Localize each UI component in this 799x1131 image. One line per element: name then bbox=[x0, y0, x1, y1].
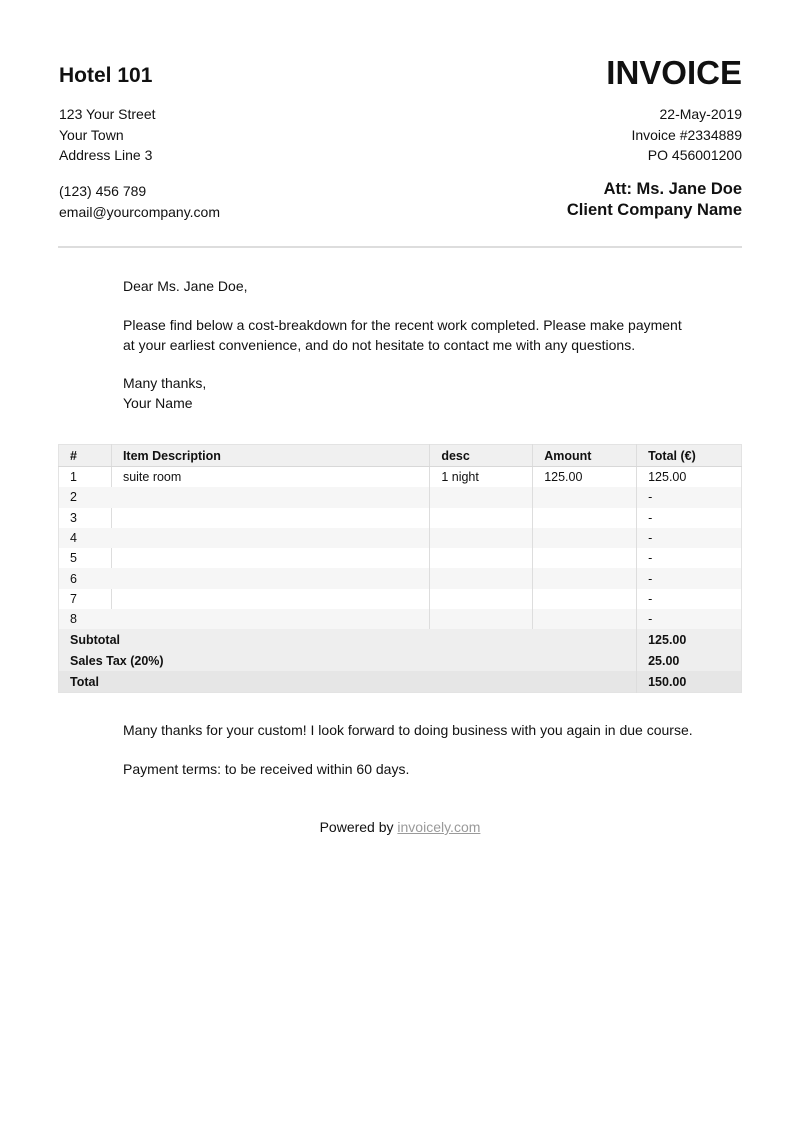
cell-amount bbox=[533, 487, 637, 507]
total-label: Total bbox=[59, 671, 637, 693]
cell-desc bbox=[430, 528, 533, 548]
table-row bbox=[59, 548, 742, 568]
table-row bbox=[59, 528, 742, 548]
cell-description bbox=[111, 487, 429, 507]
table-row bbox=[59, 568, 742, 588]
cell-number: 8 bbox=[59, 609, 112, 629]
powered-by bbox=[0, 819, 799, 835]
cell-description bbox=[111, 568, 429, 588]
client-attention: Att: Ms. Jane Doe bbox=[603, 180, 742, 198]
cell-total: 125.00 bbox=[637, 467, 742, 488]
cell-amount bbox=[533, 609, 637, 629]
subtotal-value: 125.00 bbox=[637, 629, 742, 650]
cell-number: 2 bbox=[59, 487, 112, 507]
invoice-date: 22-May-2019 bbox=[659, 106, 742, 122]
letter-greeting: Dear Ms. Jane Doe, bbox=[123, 278, 248, 294]
address-line-3: Address Line 3 bbox=[59, 147, 153, 163]
powered-by-prefix: Powered by bbox=[319, 819, 398, 835]
col-header-number: # bbox=[59, 445, 112, 467]
cell-description bbox=[111, 548, 429, 568]
cell-amount bbox=[533, 528, 637, 548]
company-name: Hotel 101 bbox=[59, 64, 153, 87]
sender-phone: (123) 456 789 bbox=[59, 183, 147, 199]
subtotal-row bbox=[59, 629, 742, 650]
cell-total: - bbox=[637, 589, 742, 609]
cell-description: suite room bbox=[111, 467, 429, 488]
col-header-item-description: Item Description bbox=[111, 445, 429, 467]
cell-total: - bbox=[637, 568, 742, 588]
cell-description bbox=[111, 508, 429, 528]
col-header-desc: desc bbox=[430, 445, 533, 467]
table-row bbox=[59, 467, 742, 488]
cell-number: 3 bbox=[70, 510, 77, 525]
table-row bbox=[59, 508, 742, 528]
letter-signoff bbox=[123, 374, 206, 413]
col-header-amount: Amount bbox=[533, 445, 637, 467]
letter-body: Please find below a cost-breakdown for the recent work completed. Please make payment at your earliest convenience, and do not hesitate to contact me with any questions. bbox=[123, 317, 682, 353]
cell-amount bbox=[533, 589, 637, 609]
table-row bbox=[59, 589, 742, 609]
cell-total: - bbox=[637, 487, 742, 507]
cell-description bbox=[111, 609, 429, 629]
header-divider bbox=[58, 246, 742, 248]
cell-desc bbox=[430, 508, 533, 528]
cell-desc bbox=[430, 609, 533, 629]
cell-amount bbox=[533, 568, 637, 588]
subtotal-label: Subtotal bbox=[59, 629, 637, 650]
cell-desc bbox=[430, 548, 533, 568]
invoice-title: INVOICE bbox=[606, 54, 742, 91]
invoice-number: Invoice #2334889 bbox=[631, 126, 742, 143]
address-line-2: Your Town bbox=[59, 126, 124, 143]
sender-email: email@yourcompany.com bbox=[59, 203, 221, 220]
cell-desc: 1 night bbox=[430, 467, 533, 488]
invoice-meta bbox=[631, 104, 742, 166]
cell-total: - bbox=[637, 609, 742, 629]
total-value: 150.00 bbox=[637, 671, 742, 693]
signoff-text: Many thanks, bbox=[123, 375, 207, 391]
table-row bbox=[59, 487, 742, 507]
client-company: Client Company Name bbox=[566, 201, 742, 219]
table-header-row bbox=[59, 445, 742, 467]
cell-desc bbox=[430, 589, 533, 609]
payment-terms: Payment terms: to be received within 60 days. bbox=[123, 761, 410, 777]
sender-address bbox=[59, 104, 156, 166]
total-row bbox=[59, 671, 742, 693]
cell-amount: 125.00 bbox=[533, 467, 637, 488]
items-table bbox=[58, 444, 742, 693]
tax-row bbox=[59, 650, 742, 671]
cell-number: 6 bbox=[59, 568, 112, 588]
sender-contact bbox=[59, 181, 220, 222]
signature: Your Name bbox=[123, 394, 193, 411]
invoicely-link[interactable]: invoicely.com bbox=[397, 819, 481, 835]
table-row bbox=[59, 609, 742, 629]
closing-thanks: Many thanks for your custom! I look forward to doing business with you again in due course. bbox=[123, 722, 693, 738]
cell-description bbox=[111, 528, 429, 548]
cell-amount bbox=[533, 508, 637, 528]
cell-number: 5 bbox=[70, 551, 77, 566]
address-line-1: 123 Your Street bbox=[59, 106, 156, 122]
cell-desc bbox=[430, 487, 533, 507]
cell-total: - bbox=[637, 508, 742, 528]
cell-desc bbox=[430, 568, 533, 588]
cell-total: - bbox=[637, 548, 742, 568]
cell-number: 1 bbox=[70, 470, 77, 485]
client-block bbox=[567, 179, 742, 221]
col-header-total: Total (€) bbox=[637, 445, 742, 467]
po-number: PO 456001200 bbox=[647, 147, 742, 163]
cell-number: 4 bbox=[59, 528, 112, 548]
cell-description bbox=[111, 589, 429, 609]
cell-total: - bbox=[637, 528, 742, 548]
tax-label: Sales Tax (20%) bbox=[59, 650, 637, 671]
cell-amount bbox=[533, 548, 637, 568]
cell-number: 7 bbox=[70, 591, 77, 606]
tax-value: 25.00 bbox=[637, 650, 742, 671]
